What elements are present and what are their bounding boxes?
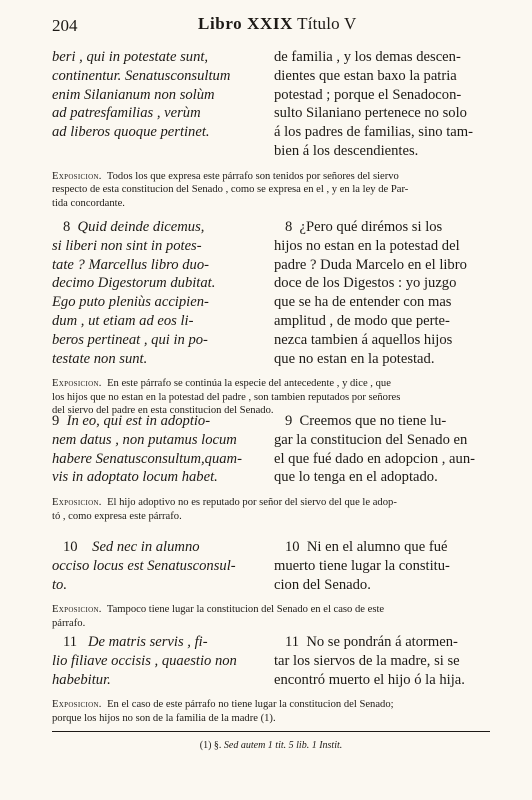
section-11 (52, 633, 490, 725)
text-line: enim Silanianum non solùm (52, 86, 215, 103)
page-number: 204 (52, 16, 78, 35)
text-line: á los padres de familias, sino tam- (274, 124, 473, 141)
spanish-text (274, 633, 490, 689)
expo-line: tida concordante. (52, 197, 125, 209)
paragraph-number: 10 (284, 539, 300, 555)
expo-label: Exposicion. (52, 699, 102, 711)
text-line: lio filiave occisis , quaestio non (52, 652, 237, 669)
text-line: amplitud , de modo que perte- (274, 312, 450, 329)
running-title (198, 14, 356, 34)
expo-line: respecto de esta constitucion del Senado , como se expresa en el , y en la ley de Par- (52, 184, 409, 196)
paragraph-pair (52, 48, 490, 161)
expo-label: Exposicion. (52, 378, 102, 390)
text-line: decimo Digestorum dubitat. (52, 275, 216, 292)
latin-text (52, 633, 260, 689)
expo-line: los hijos que no estan en la potestad del padre , son tambien reputados por señores (52, 391, 401, 403)
text-line: continentur. Senatusconsultum (52, 67, 231, 84)
paragraph-number: 11 (284, 634, 300, 650)
text-line (274, 412, 490, 431)
text-line: nem datus , non putamus locum (52, 431, 237, 448)
book-number: Libro XXIX (198, 14, 293, 33)
text-line: habere Senatusconsultum,quam- (52, 450, 242, 467)
text-line (52, 538, 260, 557)
footnote-mark: (1) §. (199, 740, 222, 751)
text-line: beros pertineat , qui in po- (52, 331, 208, 348)
text-line: habebitur. (52, 671, 111, 688)
exposition (52, 603, 490, 630)
expo-text: En el caso de este párrafo no tiene lugar la constitucion del Senado; (107, 699, 394, 711)
section-10 (52, 538, 490, 630)
paragraph-pair (52, 412, 490, 487)
expo-line (52, 496, 490, 509)
paragraph-pair (52, 218, 490, 368)
expo-line: porque los hijos no son de la familia de la madre (1). (52, 712, 276, 724)
text-line-body: Ni en el alumno que fué (306, 539, 448, 555)
text-line: muerto tiene lugar la constitu- (274, 557, 450, 574)
text-line: doce de los Digestos : yo juzgo (274, 275, 457, 292)
expo-line (52, 698, 490, 711)
exposition (52, 170, 490, 210)
text-line: tate ? Marcellus libro duo- (52, 256, 209, 273)
latin-text (52, 412, 260, 487)
text-line: testate non sunt. (52, 350, 148, 367)
text-line: Ego puto pleniùs accipien- (52, 294, 209, 311)
text-line: que se ha de entender con mas (274, 294, 452, 311)
spanish-text (274, 412, 490, 487)
text-line: tar los siervos de la madre, si se (274, 652, 460, 669)
footnote-text: Sed autem 1 tit. 5 lib. 1 Instit. (223, 740, 343, 751)
text-line (52, 412, 260, 431)
spanish-text (274, 218, 490, 368)
text-line: hijos no estan en la potestad del (274, 237, 460, 254)
text-line: que no estan en la potestad. (274, 350, 435, 367)
spanish-text (274, 48, 490, 161)
expo-line (52, 377, 490, 390)
section-9 (52, 412, 490, 523)
paragraph-number: 8 (62, 219, 71, 235)
text-line: nezca tambien á aquellos hijos (274, 331, 453, 348)
text-line (52, 218, 260, 237)
latin-text (52, 48, 260, 142)
section-continuation (52, 48, 490, 210)
footnote-divider (52, 731, 490, 732)
paragraph-number: 8 (284, 219, 293, 235)
text-line: occiso locus est Senatusconsul- (52, 557, 236, 574)
text-line: gar la constitucion del Senado en (274, 431, 468, 448)
text-line: ad patresfamilias , verùm (52, 105, 201, 122)
text-line: bien á los descendientes. (274, 142, 419, 159)
paragraph-pair (52, 538, 490, 594)
text-line: beri , qui in potestate sunt, (52, 49, 209, 65)
latin-text (52, 218, 260, 368)
spanish-text (274, 538, 490, 594)
expo-line (52, 170, 490, 183)
running-header (52, 14, 490, 38)
expo-line (52, 603, 490, 616)
text-line (274, 633, 490, 652)
text-line: sulto Silaniano pertenece no solo (274, 105, 467, 122)
text-line: dum , ut etiam ad eos li- (52, 312, 194, 329)
text-line-body: Quid deinde dicemus, (77, 219, 205, 235)
text-line (274, 218, 490, 237)
text-line: si liberi non sint in potes- (52, 237, 202, 254)
expo-line: del siervo del padre en esta constitucion del Senado. (52, 405, 274, 417)
text-line: el que fué dado en adopcion , aun- (274, 450, 475, 467)
text-line-body: ¿Pero qué dirémos si los (299, 219, 443, 235)
text-line: to. (52, 576, 67, 593)
expo-text: Todos los que expresa este párrafo son tenidos por señores del siervo (106, 170, 399, 182)
paragraph-number: 9 (284, 413, 293, 429)
text-line: ad liberos quoque pertinet. (52, 124, 210, 141)
expo-line: párrafo. (52, 617, 86, 629)
text-line: que lo tenga en el adoptado. (274, 469, 438, 486)
expo-label: Exposicion. (52, 604, 102, 616)
section-8 (52, 218, 490, 418)
paragraph-number: 9 (52, 413, 60, 429)
text-line: vis in adoptato locum habet. (52, 469, 218, 486)
text-line: padre ? Duda Marcelo en el libro (274, 256, 467, 273)
text-line (52, 633, 260, 652)
paragraph-number: 11 (62, 634, 78, 650)
title-number: Título V (297, 14, 357, 33)
text-line-body: Creemos que no tiene lu- (299, 413, 447, 429)
latin-text (52, 538, 260, 594)
text-line-body: In eo, qui est in adoptio- (66, 413, 211, 429)
paragraph-pair (52, 633, 490, 689)
exposition (52, 496, 490, 523)
text-line-body: De matris servis , fi- (87, 634, 208, 650)
text-line-body: Sed nec in alumno (92, 539, 200, 555)
text-line-body: No se pondrán á atormen- (306, 634, 458, 650)
text-line (274, 538, 490, 557)
expo-label: Exposicion. (52, 170, 102, 182)
text-line: de familia , y los demas descen- (274, 49, 461, 65)
text-line: dientes que estan baxo la patria (274, 67, 457, 84)
expo-text: Tampoco tiene lugar la constitucion del Senado en el caso de este (106, 604, 385, 616)
text-line: potestad ; porque el Senadocon- (274, 86, 462, 103)
exposition (52, 698, 490, 725)
expo-line: tó , como expresa este párrafo. (52, 510, 182, 522)
footnote (52, 740, 490, 751)
paragraph-number: 10 (62, 539, 78, 555)
text-line: cion del Senado. (274, 576, 371, 593)
text-line: encontró muerto el hijo ó la hija. (274, 671, 465, 688)
expo-text: En este párrafo se continúa la especie del antecedente , y dice , que (107, 378, 391, 390)
expo-label: Exposicion. (52, 497, 102, 509)
expo-text: El hijo adoptivo no es reputado por señor del siervo del que le adop- (107, 497, 397, 509)
